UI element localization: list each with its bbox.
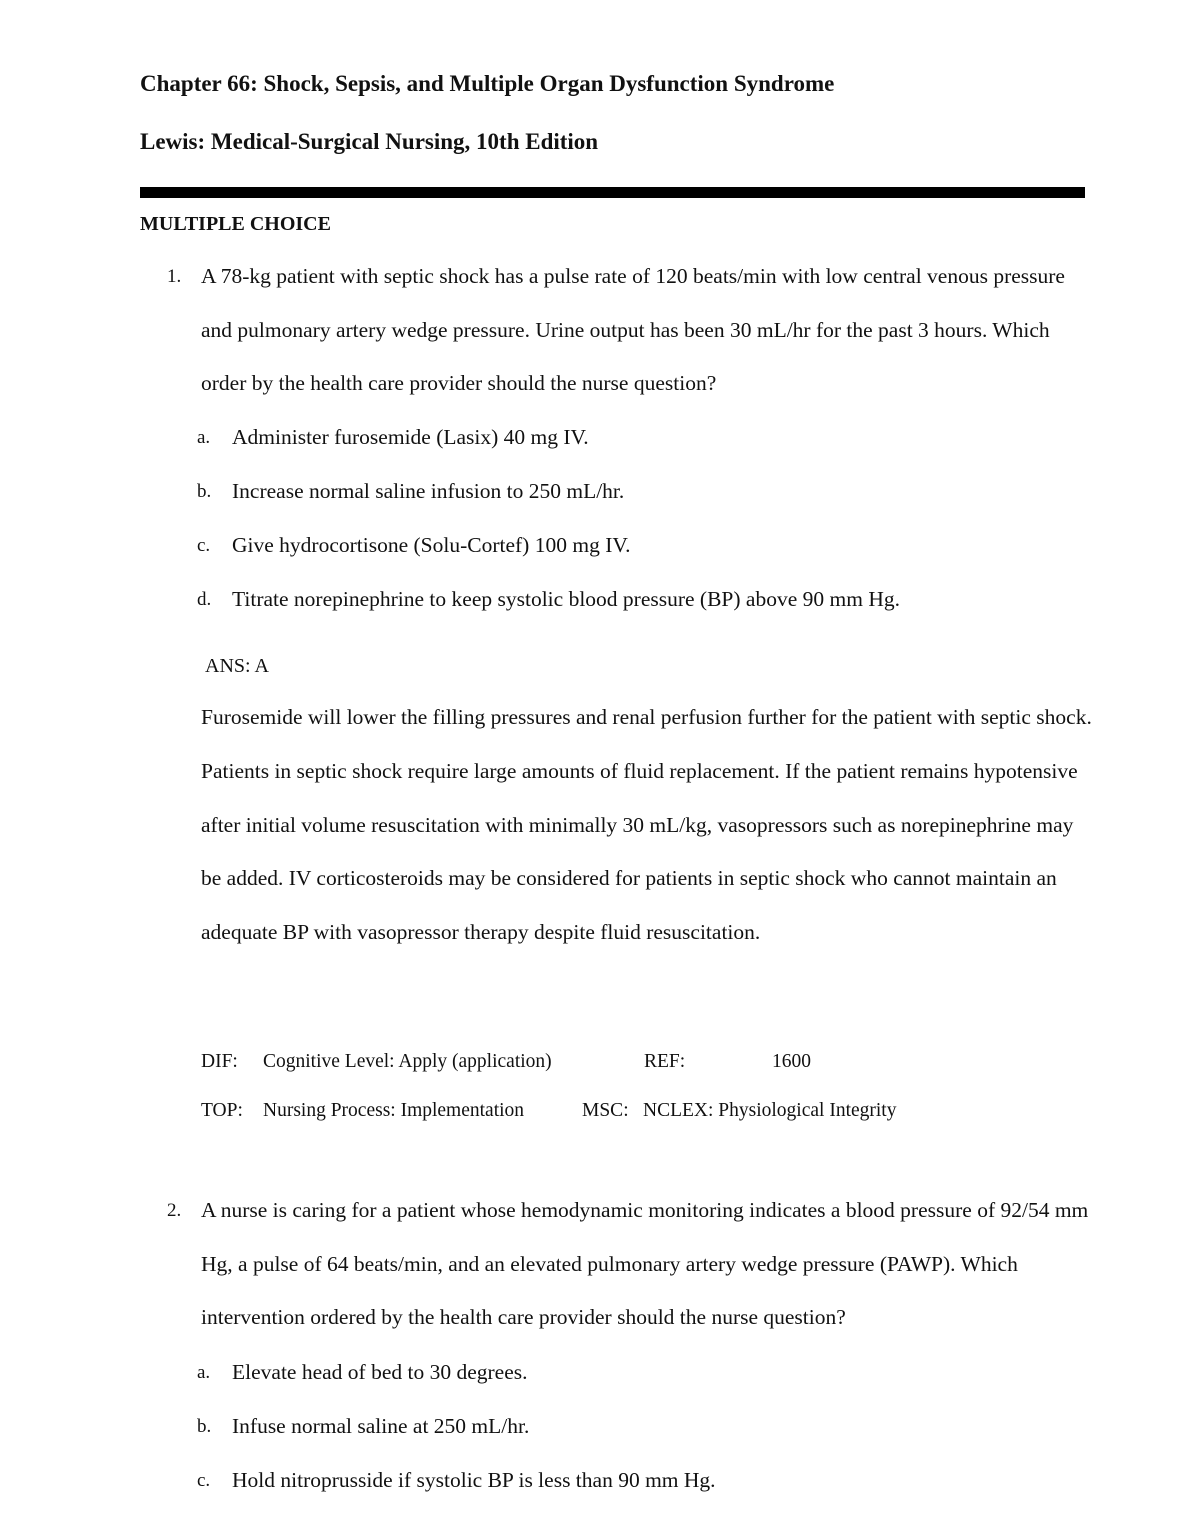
- question-stem: A nurse is caring for a patient whose hemodynamic monitoring indicates a blood pressure of 92/54 mm Hg, a pulse of 64 beats/min, and an elevated pulmonary artery wedge pressure (PAWP). Which intervention ordered by the health care provider should the nurse question?: [201, 1198, 1089, 1330]
- header-divider: [140, 187, 1085, 198]
- option-text: Administer furosemide (Lasix) 40 mg IV.: [232, 425, 589, 449]
- msc-label: MSC:: [582, 1100, 629, 1121]
- option-text: Hold nitroprusside if systolic BP is less than 90 mm Hg.: [232, 1468, 716, 1492]
- question-number: 1.: [167, 266, 182, 287]
- answer-key: ANS: A: [205, 655, 269, 677]
- top-value: Nursing Process: Implementation: [263, 1100, 525, 1121]
- option-letter: d.: [197, 589, 212, 610]
- answer-rationale: Furosemide will lower the filling pressures and renal perfusion further for the patient with septic shock. Patients in septic shock require large amounts of fluid replacement. If the patient remains hypotensive after initial volume resuscitation with minimally 30 mL/kg, vasopressors such as norepinephrine may be added. IV corticosteroids may be considered for patients in septic shock who cannot maintain an adequate BP with vasopressor therapy despite fluid resuscitation.: [201, 705, 1092, 945]
- option-letter: a.: [197, 1362, 211, 1383]
- dif-value: Cognitive Level: Apply (application): [263, 1051, 552, 1072]
- section-heading: MULTIPLE CHOICE: [140, 213, 331, 235]
- option-letter: c.: [197, 535, 211, 556]
- option-letter: b.: [197, 481, 212, 502]
- option-text: Infuse normal saline at 250 mL/hr.: [232, 1414, 530, 1438]
- ref-value: 1600: [772, 1051, 811, 1072]
- option-letter: c.: [197, 1470, 211, 1491]
- option-letter: a.: [197, 427, 211, 448]
- dif-label: DIF:: [201, 1051, 238, 1072]
- question-stem: A 78-kg patient with septic shock has a pulse rate of 120 beats/min with low central venous pressure and pulmonary artery wedge pressure. Urine output has been 30 mL/hr for the past 3 hours. Which order by the health care provider should the nurse question?: [201, 264, 1065, 396]
- book-title: Lewis: Medical-Surgical Nursing, 10th Edition: [140, 129, 599, 154]
- option-text: Titrate norepinephrine to keep systolic blood pressure (BP) above 90 mm Hg.: [232, 587, 900, 611]
- msc-value: NCLEX: Physiological Integrity: [643, 1100, 897, 1121]
- option-text: Elevate head of bed to 30 degrees.: [232, 1360, 528, 1384]
- ref-label: REF:: [644, 1051, 686, 1072]
- option-text: Increase normal saline infusion to 250 mL/hr.: [232, 479, 625, 503]
- option-text: Give hydrocortisone (Solu-Cortef) 100 mg IV.: [232, 533, 631, 557]
- question-number: 2.: [167, 1200, 182, 1221]
- top-label: TOP:: [201, 1100, 243, 1121]
- chapter-title: Chapter 66: Shock, Sepsis, and Multiple Organ Dysfunction Syndrome: [140, 71, 835, 96]
- option-letter: b.: [197, 1416, 212, 1437]
